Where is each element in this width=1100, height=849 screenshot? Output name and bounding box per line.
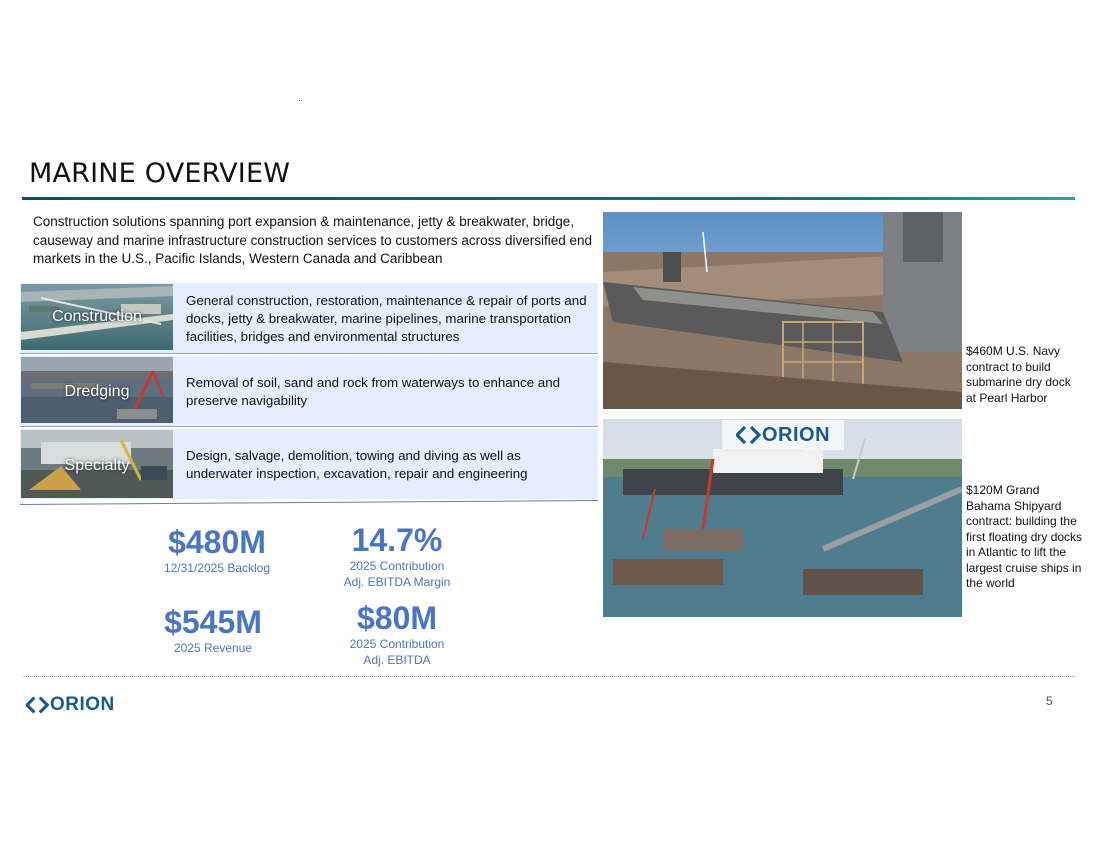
kpi-value: $480M <box>168 524 266 560</box>
orion-logo-icon <box>26 696 50 714</box>
kpi-value: 14.7% <box>351 522 443 558</box>
kpi-backlog <box>142 524 292 576</box>
kpi-label: 12/31/2025 Backlog <box>163 561 271 575</box>
orion-chevron-icon <box>736 426 762 444</box>
segment-label: Specialty <box>64 457 130 474</box>
kpi-ebitda-margin <box>322 522 472 590</box>
stray-dot <box>299 100 300 101</box>
kpi-value: $545M <box>164 604 262 640</box>
specialty-thumbnail <box>21 430 173 498</box>
caption-grand-bahama: $120M Grand Bahama Shipyard contract: building the first floating dry docks in Atlantic to lift the largest cruise ships in the world <box>966 483 1083 590</box>
kpi-label: 2025 Revenue <box>173 641 253 655</box>
title-divider <box>22 197 1075 200</box>
kpi-value: $80M <box>356 600 438 636</box>
kpi-label-line1: 2025 Contribution <box>349 559 445 573</box>
orion-badge-text: ORION <box>761 423 831 446</box>
kpi-label-line1: 2025 Contribution <box>349 637 445 651</box>
kpi-label-line2: Adj. EBITDA Margin <box>343 575 451 589</box>
page-title: MARINE OVERVIEW <box>29 158 291 189</box>
segments-bottom-divider <box>20 500 598 505</box>
segment-dredging <box>20 356 598 427</box>
caption-pearl-harbor: $460M U.S. Navy contract to build submarine dry dock at Pearl Harbor <box>966 344 1071 405</box>
intro-text: Construction solutions spanning port expansion & maintenance, jetty & breakwater, bridge, causeway and marine infrastructure construction services to customers across diversified end markets in the U.S., Pacific Islands, Western Canada and Caribbean <box>33 214 592 266</box>
construction-thumbnail <box>21 284 173 350</box>
segment-specialty <box>20 429 598 499</box>
photo-submarine-drydock <box>603 212 962 409</box>
segment-label: Dredging <box>64 383 130 400</box>
segment-description: Removal of soil, sand and rock from waterways to enhance and preserve navigability <box>186 375 560 408</box>
segment-label: Construction <box>52 308 142 325</box>
dredging-thumbnail <box>21 357 173 423</box>
submarine-photo-icon <box>603 212 962 409</box>
footer-divider <box>22 676 1075 677</box>
segment-construction <box>20 283 598 354</box>
orion-badge <box>722 420 844 450</box>
footer-logo <box>26 694 115 716</box>
kpi-revenue <box>138 604 288 656</box>
kpi-adj-ebitda <box>322 600 472 668</box>
segment-description: General construction, restoration, maintenance & repair of ports and docks, jetty & breakwater, marine pipelines, marine transportation facilities, bridges and environmental structures <box>186 293 587 344</box>
kpi-label-line2: Adj. EBITDA <box>363 653 431 667</box>
footer-logo-text: ORION <box>50 694 115 715</box>
segment-description: Design, salvage, demolition, towing and diving as well as underwater inspection, excavation, repair and engineering <box>186 448 528 481</box>
page-number: 5 <box>1046 694 1053 708</box>
